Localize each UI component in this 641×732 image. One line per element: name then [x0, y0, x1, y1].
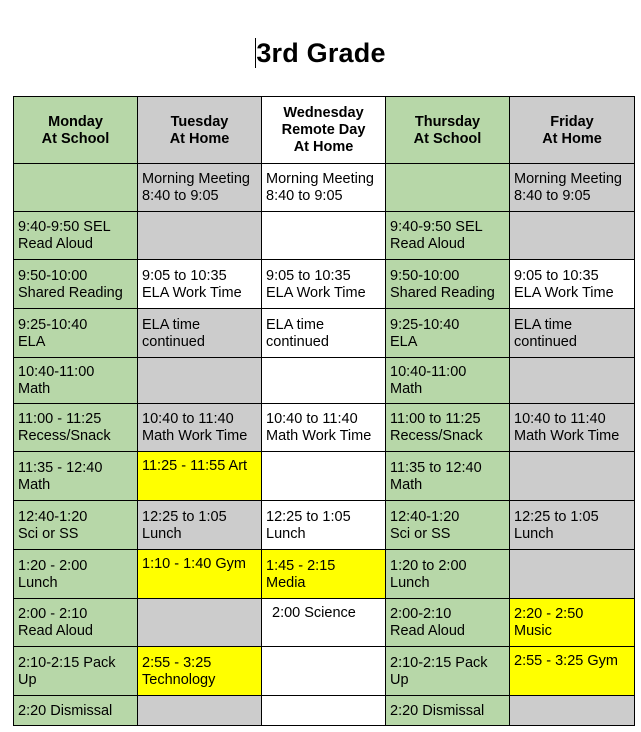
table-cell: 11:00 to 11:25 Recess/Snack	[386, 404, 510, 452]
table-cell: 2:20 - 2:50 Music	[510, 599, 635, 647]
table-cell: 2:55 - 3:25 Gym	[510, 647, 635, 696]
table-cell: 9:50-10:00 Shared Reading	[14, 260, 138, 309]
table-cell: 2:00 Science	[262, 599, 386, 647]
table-cell: ELA time continued	[262, 309, 386, 358]
table-cell: 11:35 to 12:40 Math	[386, 452, 510, 501]
table-row	[14, 404, 635, 452]
table-cell: 10:40-11:00 Math	[14, 358, 138, 404]
header-row	[14, 97, 635, 164]
table-cell: 11:35 - 12:40 Math	[14, 452, 138, 501]
table-row	[14, 164, 635, 212]
table-cell: 9:05 to 10:35 ELA Work Time	[510, 260, 635, 309]
table-cell: 10:40 to 11:40 Math Work Time	[262, 404, 386, 452]
table-cell	[510, 550, 635, 599]
col-header-thursday: Thursday At School	[386, 97, 510, 164]
table-cell: 1:10 - 1:40 Gym	[138, 550, 262, 599]
table-cell: 9:05 to 10:35 ELA Work Time	[138, 260, 262, 309]
table-row	[14, 647, 635, 696]
table-cell: 9:40-9:50 SEL Read Aloud	[386, 212, 510, 260]
table-cell: 12:25 to 1:05 Lunch	[138, 501, 262, 550]
col-header-tuesday: Tuesday At Home	[138, 97, 262, 164]
table-cell: 9:50-10:00 Shared Reading	[386, 260, 510, 309]
table-cell: 1:20 to 2:00 Lunch	[386, 550, 510, 599]
table-row	[14, 309, 635, 358]
table-cell	[138, 212, 262, 260]
table-cell: 11:00 - 11:25 Recess/Snack	[14, 404, 138, 452]
table-cell: 9:40-9:50 SEL Read Aloud	[14, 212, 138, 260]
table-cell: ELA time continued	[510, 309, 635, 358]
table-cell	[262, 696, 386, 726]
table-row	[14, 501, 635, 550]
table-cell	[138, 696, 262, 726]
table-cell: 9:05 to 10:35 ELA Work Time	[262, 260, 386, 309]
table-row	[14, 260, 635, 309]
table-cell: 12:25 to 1:05 Lunch	[262, 501, 386, 550]
table-cell: 10:40-11:00 Math	[386, 358, 510, 404]
table-row	[14, 212, 635, 260]
table-row	[14, 696, 635, 726]
table-cell: ELA time continued	[138, 309, 262, 358]
col-header-monday: Monday At School	[14, 97, 138, 164]
table-cell: 10:40 to 11:40 Math Work Time	[138, 404, 262, 452]
table-cell: 10:40 to 11:40 Math Work Time	[510, 404, 635, 452]
table-cell: Morning Meeting 8:40 to 9:05	[138, 164, 262, 212]
table-cell: Morning Meeting 8:40 to 9:05	[262, 164, 386, 212]
title-text: 3rd Grade	[256, 38, 386, 68]
table-cell	[510, 212, 635, 260]
table-cell	[510, 358, 635, 404]
table-cell: Morning Meeting 8:40 to 9:05	[510, 164, 635, 212]
table-cell: 2:20 Dismissal	[386, 696, 510, 726]
table-cell: 9:25-10:40 ELA	[386, 309, 510, 358]
table-cell	[14, 164, 138, 212]
table-cell: 2:00-2:10 Read Aloud	[386, 599, 510, 647]
table-cell	[138, 599, 262, 647]
table-cell: 2:00 - 2:10 Read Aloud	[14, 599, 138, 647]
table-cell	[510, 696, 635, 726]
table-cell: 1:20 - 2:00 Lunch	[14, 550, 138, 599]
table-cell	[262, 212, 386, 260]
table-cell: 2:20 Dismissal	[14, 696, 138, 726]
table-cell: 12:25 to 1:05 Lunch	[510, 501, 635, 550]
table-cell	[138, 358, 262, 404]
table-cell	[510, 452, 635, 501]
table-cell: 2:55 - 3:25 Technology	[138, 647, 262, 696]
table-cell	[262, 647, 386, 696]
table-row	[14, 358, 635, 404]
table-row	[14, 452, 635, 501]
table-cell	[262, 358, 386, 404]
page-title	[0, 38, 641, 69]
table-cell: 11:25 - 11:55 Art	[138, 452, 262, 501]
table-cell: 2:10-2:15 Pack Up	[14, 647, 138, 696]
table-cell	[386, 164, 510, 212]
table-cell: 12:40-1:20 Sci or SS	[14, 501, 138, 550]
table-cell: 2:10-2:15 Pack Up	[386, 647, 510, 696]
table-row	[14, 550, 635, 599]
schedule-table	[13, 96, 635, 726]
col-header-wednesday: Wednesday Remote Day At Home	[262, 97, 386, 164]
table-cell	[262, 452, 386, 501]
table-cell: 9:25-10:40 ELA	[14, 309, 138, 358]
table-cell: 12:40-1:20 Sci or SS	[386, 501, 510, 550]
col-header-friday: Friday At Home	[510, 97, 635, 164]
table-cell: 1:45 - 2:15 Media	[262, 550, 386, 599]
table-row	[14, 599, 635, 647]
